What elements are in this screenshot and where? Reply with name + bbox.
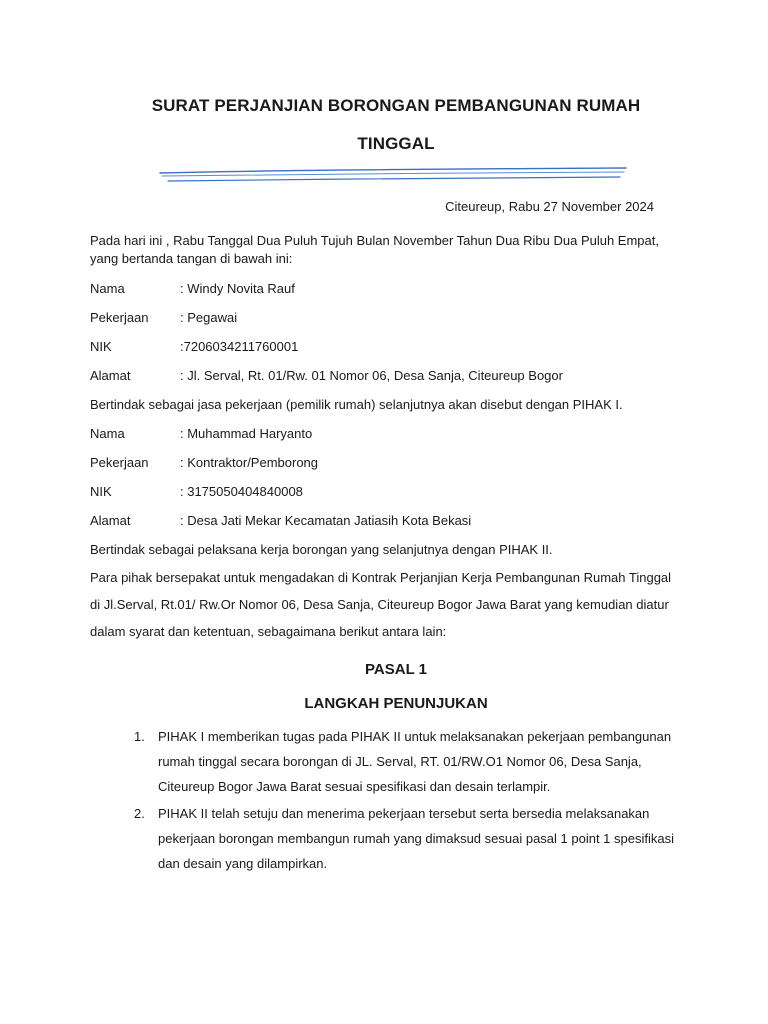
list-item xyxy=(134,724,694,799)
party2-job-row xyxy=(90,454,690,472)
party2-name-row xyxy=(90,425,690,443)
field-label: Nama xyxy=(90,281,125,296)
list-item-number: 2. xyxy=(134,806,145,821)
field-label: Alamat xyxy=(90,513,131,528)
list-item-text: PIHAK II telah setuju dan menerima pekerjaan tersebut serta bersedia melaksanakan pekerjaan borongan membangun rumah yang dimaksud sesuai pasal 1 point 1 spesifikasi dan desain yang dilampirkan. xyxy=(158,806,674,871)
field-label: Pekerjaan xyxy=(90,455,149,470)
field-value: : Windy Novita Rauf xyxy=(180,281,295,296)
field-value: : Kontraktor/Pemborong xyxy=(180,455,319,470)
article-title: LANGKAH PENUNJUKAN xyxy=(304,695,488,712)
article-number: PASAL 1 xyxy=(365,661,427,678)
field-value: : Desa Jati Mekar Kecamatan Jatiasih Kota Bekasi xyxy=(180,513,472,528)
field-value: : 3175050404840008 xyxy=(180,484,303,499)
field-label: Pekerjaan xyxy=(90,310,149,325)
field-value: : Pegawai xyxy=(180,310,238,325)
party1-role-statement: Bertindak sebagai jasa pekerjaan (pemilik rumah) selanjutnya akan disebut dengan PIHAK I. xyxy=(90,397,623,412)
agreement-paragraph: Para pihak bersepakat untuk mengadakan di Kontrak Perjanjian Kerja Pembangunan Rumah Tinggal di Jl.Serval, Rt.01/ Rw.Or Nomor 06, Desa Sanja, Citeureup Bogor Jawa Barat yang kemudian diatur dalam syarat dan ketentuan, sebagaimana berikut antara lain: xyxy=(90,570,672,639)
party2-role-statement: Bertindak sebagai pelaksana kerja borongan yang selanjutnya dengan PIHAK II. xyxy=(90,542,553,557)
field-value: : Jl. Serval, Rt. 01/Rw. 01 Nomor 06, Desa Sanja, Citeureup Bogor xyxy=(180,368,563,383)
field-label: Alamat xyxy=(90,368,131,383)
party1-name-row xyxy=(90,280,690,298)
party1-address-row xyxy=(90,367,690,385)
article-clause-list xyxy=(134,724,694,878)
date-line: Citeureup, Rabu 27 November 2024 xyxy=(445,199,654,214)
party2-nik-row xyxy=(90,483,690,501)
document-title: SURAT PERJANJIAN BORONGAN PEMBANGUNAN RUMAH xyxy=(151,96,641,115)
field-label: NIK xyxy=(90,339,112,354)
party1-job-row xyxy=(90,309,690,327)
field-label: NIK xyxy=(90,484,112,499)
field-label: Nama xyxy=(90,426,125,441)
list-item-number: 1. xyxy=(134,729,145,744)
field-value: :7206034211760001 xyxy=(180,339,299,354)
party2-address-row xyxy=(90,512,690,530)
document-title-continued: TINGGAL xyxy=(357,134,435,153)
intro-paragraph: Pada hari ini , Rabu Tanggal Dua Puluh Tujuh Bulan November Tahun Dua Ribu Dua Puluh Empat, yang bertanda tangan di bawah ini: xyxy=(90,233,659,266)
party1-nik-row xyxy=(90,338,690,356)
field-value: : Muhammad Haryanto xyxy=(180,426,313,441)
list-item xyxy=(134,801,694,876)
list-item-text: PIHAK I memberikan tugas pada PIHAK II untuk melaksanakan pekerjaan pembangunan rumah tinggal secara borongan di JL. Serval, RT. 01/RW.O1 Nomor 06, Desa Sanja, Citeureup Bogor Jawa Barat sesuai spesifikasi dan desain terlampir. xyxy=(158,729,672,794)
title-underline-decoration xyxy=(158,166,628,186)
